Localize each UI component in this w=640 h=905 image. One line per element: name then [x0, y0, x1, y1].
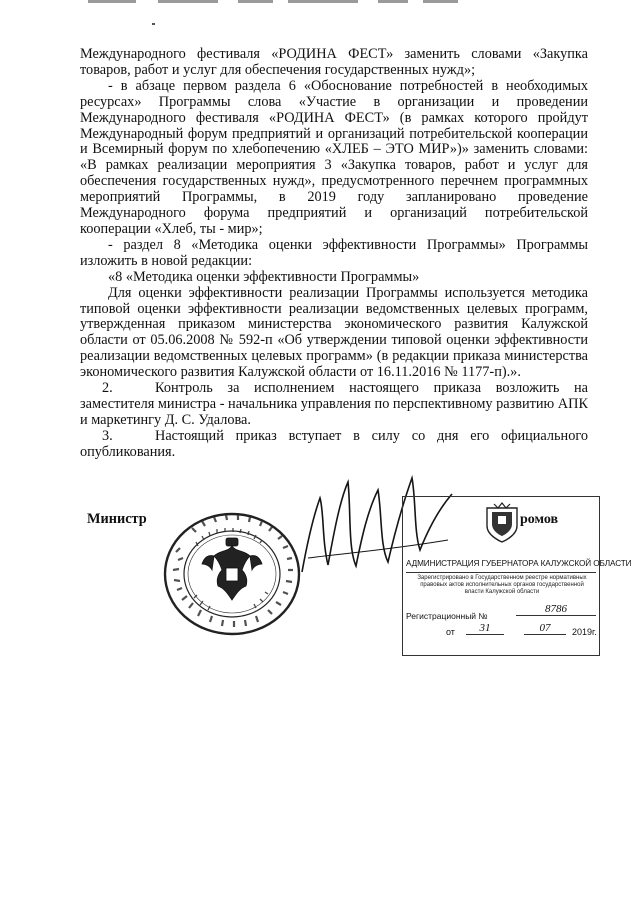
stamp-date-month: 07	[524, 622, 566, 635]
stamp-date-day: 31	[466, 622, 504, 635]
stamp-divider	[406, 572, 596, 573]
stamp-date-year: 2019г.	[572, 627, 597, 637]
scan-top-edge	[88, 0, 458, 6]
section8-title: «8 «Методика оценки эффективности Программы»	[108, 268, 420, 285]
paragraph-section6: - в абзаце первом раздела 6 «Обоснование потребностей в необходимых ресурсах» Программы слова «Участие в организации и проведении Международного фестиваля «РОДИНА ФЕСТ» (в рамках которого пройдут Международный форум предприятий и организаций потребительской кооперации и Всемирный форум по хлебопечению «ХЛЕБ – ЭТО МИР»)» заменить словами: «В рамках реализации мероприятия 3 «Закупка товаров, работ и услуг для обеспечения государственных нужд», предусмотренного перечнем программных мероприятий Программы, в 2019 году запланировано проведение Международного форума предприятий и организаций потребительской кооперации «Хлеб, ты - мир»;	[80, 77, 588, 237]
official-seal-icon	[162, 508, 302, 638]
paragraph-continuation: Международного фестиваля «РОДИНА ФЕСТ» заменить словами «Закупка товаров, работ и услуг для обеспечения государственных нужд»;	[80, 46, 588, 78]
stamp-registry-note: Зарегистрировано в Государственном реестре нормативных правовых актов исполнительных органов государственной власти Калужской области	[417, 575, 587, 596]
stamp-reg-number: 8786	[516, 603, 596, 616]
stamp-authority: АДМИНИСТРАЦИЯ ГУБЕРНАТОРА КАЛУЖСКОЙ ОБЛАСТИ	[406, 559, 632, 568]
section8-body: Для оценки эффективности реализации Программы используется методика типовой оценки эффективности реализации ведомственных целевых программ, утвержденная приказом министерства экономического развития Калужской области от 05.06.2008 № 592-п «Об утверждении типовой оценки эффективности реализации ведомственных целевых программ» (в редакции приказа министерства экономического развития Калужской области от 16.11.2016 № 1177-п).».	[80, 284, 588, 381]
paragraph-section8-intro: - раздел 8 «Методика оценки эффективности Программы» Программы изложить в новой редакции:	[80, 236, 588, 269]
coat-of-arms-icon	[484, 502, 520, 544]
signatory-surname: ромов	[520, 512, 559, 527]
scan-speck	[152, 23, 155, 25]
document-body	[80, 47, 588, 461]
paragraph-item-2	[80, 381, 588, 429]
item-3-number: 3.	[102, 427, 113, 444]
signatory-position: Министр	[87, 511, 147, 527]
stamp-date	[446, 622, 597, 639]
stamp-reg-label: Регистрационный №	[406, 611, 488, 621]
item-2-text: Контроль за исполнением настоящего приказа возложить на заместителя министра - начальника управления по перспективному развитию АПК и маркетингу Д. С. Удалова.	[80, 380, 588, 428]
stamp-date-prefix: от	[446, 627, 455, 637]
item-3-text: Настоящий приказ вступает в силу со дня его официального опубликования.	[80, 427, 588, 460]
item-2-number: 2.	[102, 380, 113, 397]
paragraph-item-3	[80, 429, 588, 461]
